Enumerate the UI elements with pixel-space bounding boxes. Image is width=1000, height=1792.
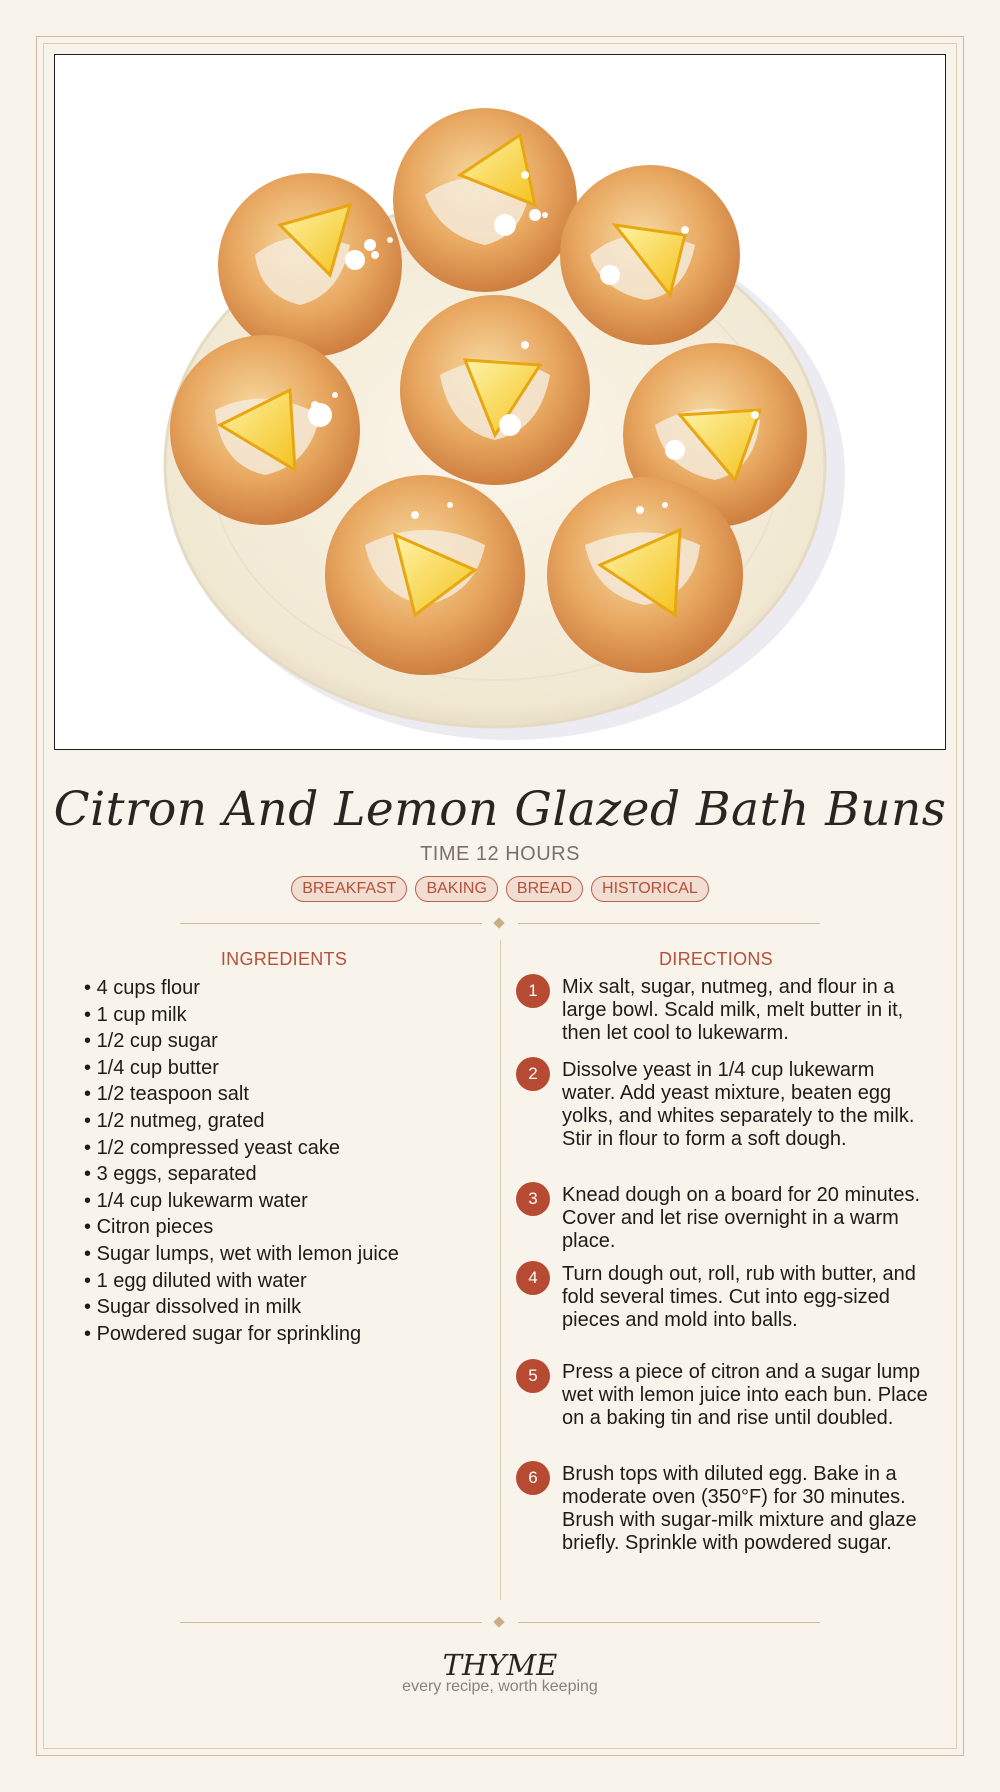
- section-divider-bottom: [180, 1617, 820, 1629]
- ingredient-item: • Citron pieces: [84, 1214, 484, 1241]
- step-number-badge: 6: [516, 1461, 550, 1495]
- ingredient-item: • 1 egg diluted with water: [84, 1268, 484, 1295]
- brand-tagline: every recipe, worth keeping: [402, 1678, 598, 1695]
- diamond-ornament-icon: [493, 1616, 504, 1627]
- ingredient-item: • 1/4 cup butter: [84, 1055, 484, 1082]
- ingredient-item: • Powdered sugar for sprinkling: [84, 1321, 484, 1348]
- ingredient-item: • 1/4 cup lukewarm water: [84, 1188, 484, 1215]
- step-text: Turn dough out, roll, rub with butter, and fold several times. Cut into egg-sized pieces and mold into balls.: [562, 1263, 916, 1331]
- step-number-badge: 4: [516, 1261, 550, 1295]
- divider-line: [518, 923, 820, 924]
- ingredient-item: • 1/2 nutmeg, grated: [84, 1108, 484, 1135]
- ingredient-item: • 1/2 teaspoon salt: [84, 1081, 484, 1108]
- divider-line: [180, 923, 482, 924]
- column-divider: [500, 940, 501, 1600]
- step-text: Press a piece of citron and a sugar lump wet with lemon juice into each bun. Place on a baking tin and rise until doubled.: [562, 1361, 928, 1429]
- tag-baking[interactable]: BAKING: [415, 876, 497, 902]
- recipe-title: Citron And Lemon Glazed Bath Buns: [53, 782, 947, 837]
- tag-bread[interactable]: BREAD: [506, 876, 583, 902]
- ingredient-item: • 3 eggs, separated: [84, 1161, 484, 1188]
- recipe-tags: [0, 876, 1000, 902]
- recipe-photo: [54, 54, 946, 750]
- diamond-ornament-icon: [493, 917, 504, 928]
- ingredient-item: • 1/2 compressed yeast cake: [84, 1135, 484, 1162]
- ingredient-item: • 1 cup milk: [84, 1002, 484, 1029]
- step-number-badge: 1: [516, 974, 550, 1008]
- ingredient-item: • Sugar lumps, wet with lemon juice: [84, 1241, 484, 1268]
- divider-line: [518, 1622, 820, 1623]
- step-number-badge: 5: [516, 1359, 550, 1393]
- step-text: Brush tops with diluted egg. Bake in a moderate oven (350°F) for 30 minutes. Brush with sugar-milk mixture and glaze briefly. Sprinkle with powdered sugar.: [562, 1463, 917, 1554]
- step-text: Knead dough on a board for 20 minutes. Cover and let rise overnight in a warm place.: [562, 1184, 921, 1252]
- step-text: Mix salt, sugar, nutmeg, and flour in a large bowl. Scald milk, melt butter in it, then let cool to lukewarm.: [562, 976, 904, 1044]
- ingredient-item: • Sugar dissolved in milk: [84, 1294, 484, 1321]
- ingredients-heading: INGREDIENTS: [220, 949, 348, 969]
- directions-heading: DIRECTIONS: [658, 949, 773, 969]
- section-divider-top: [180, 918, 820, 930]
- ingredient-item: • 1/2 cup sugar: [84, 1028, 484, 1055]
- tag-breakfast[interactable]: BREAKFAST: [291, 876, 407, 902]
- divider-line: [180, 1622, 482, 1623]
- recipe-time: TIME 12 HOURS: [420, 843, 580, 865]
- tag-historical[interactable]: HISTORICAL: [591, 876, 709, 902]
- ingredients-list: [84, 975, 484, 1347]
- ingredient-item: • 4 cups flour: [84, 975, 484, 1002]
- brand-name: THYME: [442, 1648, 558, 1682]
- bath-buns-illustration-icon: [55, 55, 944, 748]
- step-number-badge: 2: [516, 1057, 550, 1091]
- step-number-badge: 3: [516, 1182, 550, 1216]
- step-text: Dissolve yeast in 1/4 cup lukewarm water. Add yeast mixture, beaten egg yolks, and whites separately to the milk. Stir in flour to form a soft dough.: [562, 1059, 915, 1150]
